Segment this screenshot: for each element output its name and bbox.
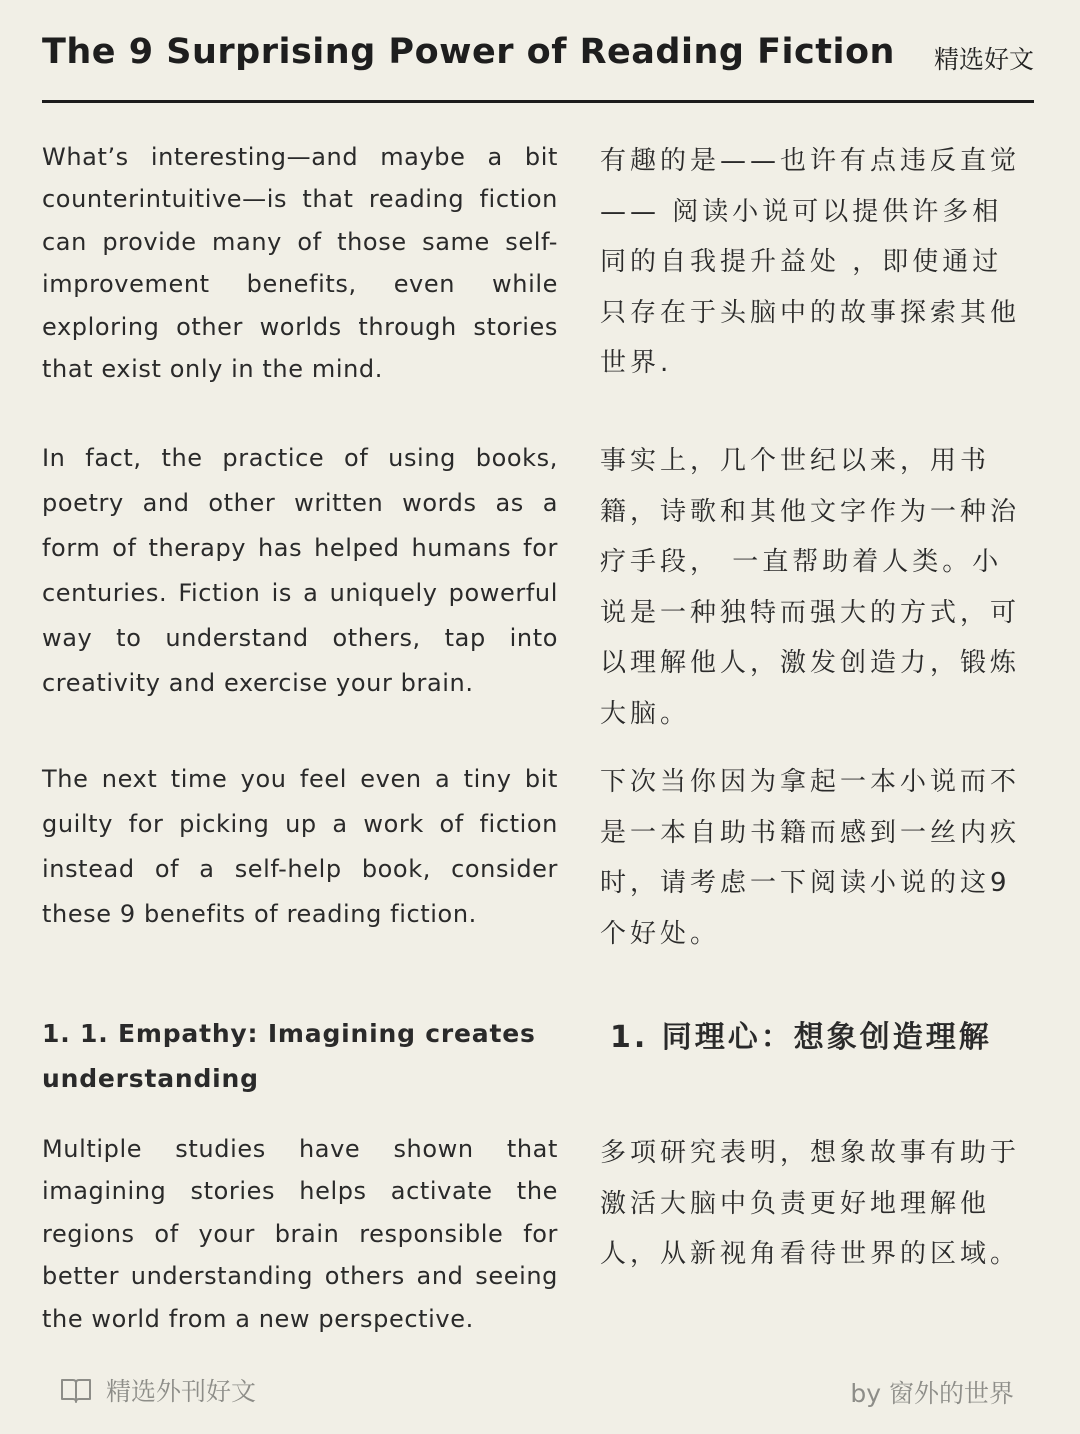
- page-title: The 9 Surprising Power of Reading Fiction: [42, 32, 895, 72]
- section-1-heading-en: 1. 1. Empathy: Imagining creates understanding: [42, 1019, 536, 1093]
- paragraph-2-zh: 事实上，几个世纪以来，用书籍，诗歌和其他文字作为一种治疗手段， 一直帮助着人类。小说是一种独特而强大的方式，可以理解他人，激发创造力，锻炼大脑。: [600, 446, 1021, 729]
- paragraph-3-en: The next time you feel even a tiny bit guilty for picking up a work of fiction instead of a self-help book, consider these 9 benefits of reading fiction.: [42, 765, 558, 928]
- page-header: [42, 28, 1034, 103]
- footer-author: by 窗外的世界: [850, 1379, 1014, 1408]
- footer-brand: [60, 1372, 256, 1408]
- paragraph-1-zh: 有趣的是——也许有点违反直觉—— 阅读小说可以提供许多相同的自我提升益处 ，即使通过只存在于头脑中的故事探索其他世界.: [600, 146, 1021, 378]
- footer-brand-text: 精选外刊好文: [106, 1377, 257, 1406]
- section-1-heading-zh: 1. 同理心：想象创造理解: [610, 1020, 992, 1055]
- paragraph-2-en: In fact, the practice of using books, poetry and other written words as a form of therapy has helped humans for centuries. Fiction is a uniquely powerful way to understand others, tap into creativity and exercise your brain.: [42, 444, 558, 697]
- book-icon: [60, 1376, 92, 1404]
- category-tag: 精选好文: [933, 45, 1034, 74]
- paragraph-3-zh: 下次当你因为拿起一本小说而不是一本自助书籍而感到一丝内疚时，请考虑一下阅读小说的这9个好处。: [600, 767, 1021, 949]
- paragraph-1-en: What’s interesting—and maybe a bit counterintuitive—is that reading fiction can provide many of those same self-improvement benefits, even while exploring other worlds through stories that exist only in the mind.: [42, 143, 558, 384]
- section-1-body-zh: 多项研究表明，想象故事有助于激活大脑中负责更好地理解他人，从新视角看待世界的区域。: [600, 1138, 1021, 1269]
- section-1-body-en: Multiple studies have shown that imagining stories helps activate the regions of your brain responsible for better understanding others and seeing the world from a new perspective.: [42, 1135, 558, 1333]
